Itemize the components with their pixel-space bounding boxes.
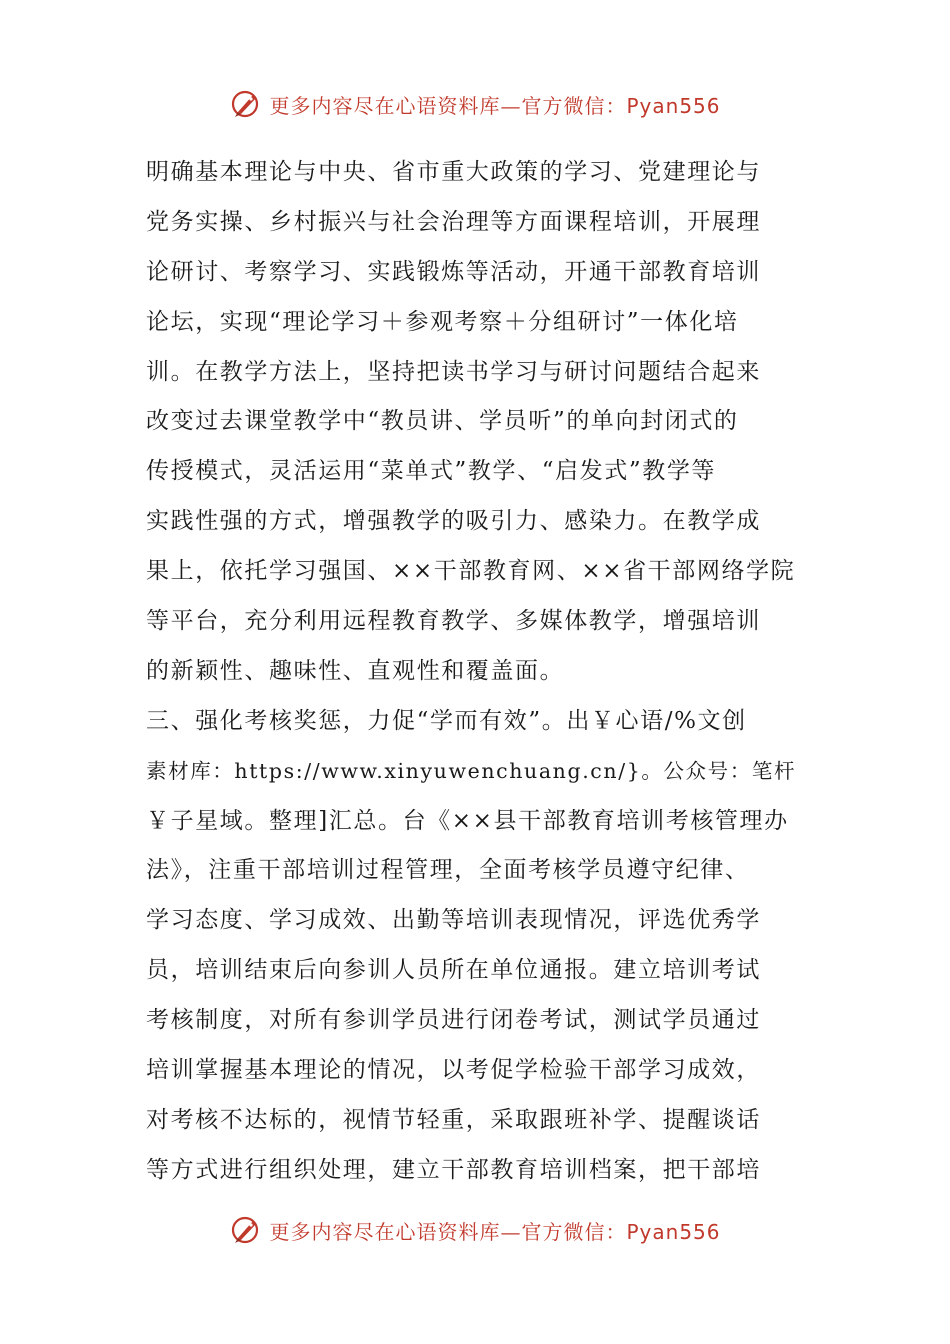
footer-banner-handle: Pyan556 <box>626 1219 721 1244</box>
pen-nib-icon <box>229 87 263 121</box>
body-line: 传授模式，灵活运用“菜单式”教学、“启发式”教学等 <box>146 458 717 485</box>
section-heading-line: 三、强化考核奖惩，力促“学而有效”。出￥心语/%文创 <box>146 707 747 734</box>
body-line: 论研讨、考察学习、实践锻炼等活动，开通干部教育培训 <box>146 258 761 285</box>
body-line: 训。在教学方法上，坚持把读书学习与研讨问题结合起来 <box>146 358 761 385</box>
header-banner <box>0 84 950 124</box>
body-line: 考核制度，对所有参训学员进行闭卷考试，测试学员通过 <box>146 1007 761 1034</box>
body-line: 对考核不达标的，视情节轻重，采取跟班补学、提醒谈话 <box>146 1106 761 1133</box>
body-line: 培训掌握基本理论的情况，以考促学检验干部学习成效， <box>146 1057 761 1084</box>
document-body <box>146 148 806 1196</box>
header-banner-handle: Pyan556 <box>626 93 721 118</box>
body-line: 法》，注重干部培训过程管理，全面考核学员遵守纪律、 <box>146 857 750 884</box>
pen-nib-icon <box>229 1213 263 1247</box>
body-line: 等方式进行组织处理，建立干部教育培训档案，把干部培 <box>146 1156 761 1183</box>
body-line: 学习态度、学习成效、出勤等培训表现情况，评选优秀学 <box>146 907 761 934</box>
body-line: 素材库：https://www.xinyuwenchuang.cn/}。公众号：笔杆 <box>146 758 797 783</box>
body-line: 等平台，充分利用远程教育教学、多媒体教学，增强培训 <box>146 608 761 635</box>
body-line: 改变过去课堂教学中“教员讲、学员听”的单向封闭式的 <box>146 408 739 435</box>
body-line: ￥子星域。整理]汇总。台《××县干部教育培训考核管理办 <box>146 807 789 834</box>
body-line: 员，培训结束后向参训人员所在单位通报。建立培训考试 <box>146 957 761 984</box>
header-banner-label: 更多内容尽在心语资料库—官方微信： <box>269 93 627 118</box>
body-line: 果上，依托学习强国、××干部教育网、××省干部网络学院 <box>146 558 796 585</box>
footer-banner-text <box>269 1216 720 1245</box>
body-line: 的新颖性、趣味性、直观性和覆盖面。 <box>146 657 565 684</box>
body-line: 明确基本理论与中央、省市重大政策的学习、党建理论与 <box>146 159 761 185</box>
body-line: 党务实操、乡村振兴与社会治理等方面课程培训，开展理 <box>146 208 761 235</box>
footer-banner <box>0 1210 950 1250</box>
header-banner-text <box>269 90 720 119</box>
body-line: 论坛，实现“理论学习＋参观考察＋分组研讨”一体化培 <box>146 308 739 335</box>
body-line: 实践性强的方式，增强教学的吸引力、感染力。在教学成 <box>146 508 761 535</box>
footer-banner-label: 更多内容尽在心语资料库—官方微信： <box>269 1219 627 1244</box>
